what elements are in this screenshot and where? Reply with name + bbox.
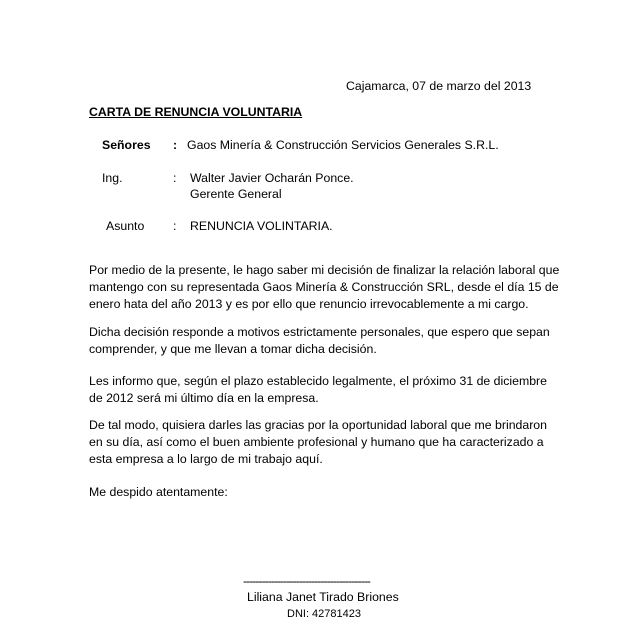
paragraph-2-line: comprender, y que me llevan a tomar dicha decisión.	[89, 342, 377, 356]
senores-value: Gaos Minería & Construcción Servicios Generales S.R.L.	[187, 138, 499, 152]
paragraph-2	[89, 324, 559, 358]
letter-title: CARTA DE RENUNCIA VOLUNTARIA	[89, 105, 303, 119]
ing-label: Ing.	[102, 171, 123, 185]
signature-dni: DNI: 42781423	[287, 608, 361, 620]
paragraph-4-line: en su día, así como el buen ambiente profesional y humano que ha caracterizado a	[89, 435, 544, 449]
paragraph-2-line: Dicha decisión responde a motivos estrictamente personales, que espero que sepan	[89, 325, 550, 339]
paragraph-3	[89, 373, 559, 407]
paragraph-4-line: esta empresa a lo largo de mi trabajo aquí.	[89, 452, 323, 466]
signature-line: -----------------------------------------	[243, 574, 370, 588]
asunto-colon: :	[173, 219, 177, 233]
ing-colon: :	[173, 171, 177, 185]
senores-label: Señores	[102, 138, 151, 152]
ing-position: Gerente General	[190, 187, 282, 201]
asunto-value: RENUNCIA VOLINTARIA.	[190, 219, 333, 233]
asunto-label: Asunto	[106, 219, 145, 233]
paragraph-1-line: mantengo con su representada Gaos Minería & Construcción SRL, desde el día 15 de	[89, 280, 559, 294]
signature-name: Liliana Janet Tirado Briones	[247, 590, 399, 604]
paragraph-4	[89, 417, 559, 468]
closing-line: Me despido atentamente:	[89, 485, 228, 499]
paragraph-3-line: de 2012 será mi último día en la empresa.	[89, 391, 319, 405]
paragraph-1-line: Por medio de la presente, le hago saber mi decisión de finalizar la relación laboral que	[89, 263, 560, 277]
letter-date: Cajamarca, 07 de marzo del 2013	[346, 79, 532, 93]
paragraph-4-line: De tal modo, quisiera darles las gracias por la oportunidad laboral que me brindaron	[89, 418, 547, 432]
paragraph-1	[89, 262, 559, 313]
paragraph-3-line: Les informo que, según el plazo establecido legalmente, el próximo 31 de diciembre	[89, 374, 547, 388]
paragraph-1-line: enero hata del año 2013 y es por ello que renuncio irrevocablemente a mi cargo.	[89, 297, 529, 311]
ing-name: Walter Javier Ocharán Ponce.	[190, 171, 354, 185]
senores-colon: :	[173, 138, 178, 152]
